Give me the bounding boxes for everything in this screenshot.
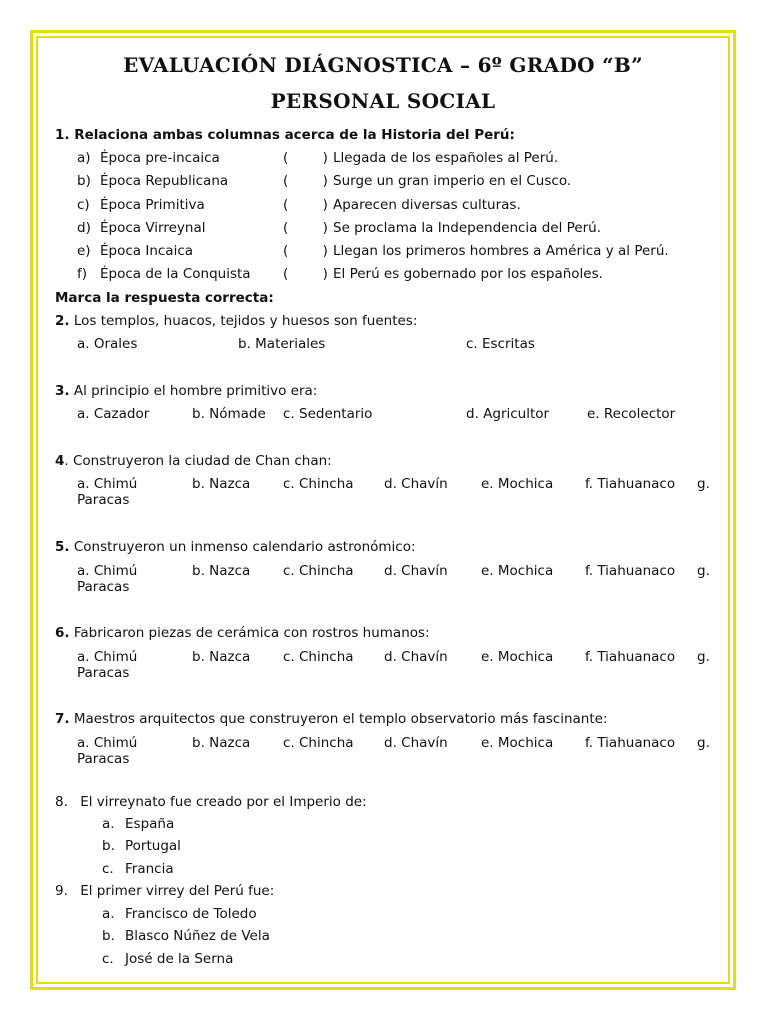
row-letter: f) (77, 266, 88, 282)
question-7-text: Maestros arquitectos que construyeron el templo observatorio más fascinante: (73, 711, 608, 727)
question-2 (55, 313, 417, 329)
row-letter: a) (77, 150, 91, 166)
answer-blank[interactable]: ( ) (283, 266, 328, 282)
option[interactable]: a. Chimú (77, 649, 138, 665)
option[interactable]: a. Cazador (77, 406, 150, 422)
question-9-text: El primer virrey del Perú fue: (80, 883, 275, 899)
answer-blank[interactable]: ( ) (283, 243, 328, 259)
option-wrap[interactable]: Paracas (77, 579, 130, 595)
question-3 (55, 383, 317, 399)
question-6-number: 6. (55, 625, 70, 641)
option-text: Francisco de Toledo (125, 906, 257, 922)
option[interactable]: b. Nazca (192, 563, 251, 579)
option[interactable]: c. Chincha (283, 735, 354, 751)
option-text: Blasco Núñez de Vela (125, 928, 270, 944)
row-right-item: Aparecen diversas culturas. (333, 197, 521, 213)
question-4 (55, 453, 332, 469)
row-letter: b) (77, 173, 91, 189)
row-right-item: Surge un gran imperio en el Cusco. (333, 173, 572, 189)
question-6-text: Fabricaron piezas de cerámica con rostros humanos: (73, 625, 430, 641)
question-2-text: Los templos, huacos, tejidos y huesos son fuentes: (73, 313, 418, 329)
document-title: EVALUACIÓN DIÁGNOSTICA – 6º GRADO “B” (123, 53, 643, 77)
option-letter: c. (102, 861, 114, 877)
question-5-text: Construyeron un inmenso calendario astronómico: (73, 539, 416, 555)
option-text: Portugal (125, 838, 181, 854)
option[interactable]: c. Escritas (466, 336, 535, 352)
row-left-item: Época de la Conquista (100, 266, 251, 282)
option-letter: c. (102, 951, 114, 967)
option[interactable]: c. Sedentario (283, 406, 373, 422)
answer-blank[interactable]: ( ) (283, 173, 328, 189)
document-subtitle: PERSONAL SOCIAL (270, 89, 496, 113)
question-8-number: 8. (55, 794, 68, 810)
row-right-item: Llegada de los españoles al Perú. (333, 150, 559, 166)
row-right-item: Se proclama la Independencia del Perú. (333, 220, 602, 236)
option[interactable]: a. Chimú (77, 563, 138, 579)
question-4-number: 4 (55, 453, 65, 469)
option[interactable]: f. Tiahuanaco (585, 735, 676, 751)
question-3-number: 3. (55, 383, 70, 399)
option-text: José de la Serna (125, 951, 234, 967)
answer-blank[interactable]: ( ) (283, 220, 328, 236)
question-1-text: Relaciona ambas columnas acerca de la Historia del Perú: (74, 127, 515, 143)
option[interactable]: g. (697, 649, 710, 665)
question-1 (55, 127, 515, 143)
question-1-number: 1. (55, 127, 70, 143)
option-text: Francia (125, 861, 174, 877)
option[interactable]: e. Mochica (481, 649, 554, 665)
option[interactable]: c. Chincha (283, 563, 354, 579)
row-left-item: Época Incaica (100, 243, 194, 259)
option[interactable]: b. Nazca (192, 476, 251, 492)
option[interactable]: e. Mochica (481, 563, 554, 579)
option-letter: b. (102, 838, 115, 854)
option[interactable]: b. Nazca (192, 735, 251, 751)
option[interactable]: a. Orales (77, 336, 138, 352)
section-instruction: Marca la respuesta correcta: (55, 290, 274, 306)
option[interactable]: f. Tiahuanaco (585, 476, 676, 492)
option[interactable]: e. Mochica (481, 735, 554, 751)
question-5-number: 5. (55, 539, 70, 555)
question-9 (55, 883, 274, 899)
row-left-item: Época Primitiva (100, 197, 205, 213)
row-left-item: Época Republicana (100, 173, 229, 189)
option[interactable]: b. Nómade (192, 406, 266, 422)
option[interactable]: g. (697, 563, 710, 579)
question-7-number: 7. (55, 711, 70, 727)
option[interactable]: d. Agricultor (466, 406, 550, 422)
option[interactable]: d. Chavín (384, 476, 448, 492)
option-letter: a. (102, 906, 115, 922)
question-2-number: 2. (55, 313, 70, 329)
question-5 (55, 539, 416, 555)
option-text: España (125, 816, 175, 832)
row-left-item: Época pre-incaica (100, 150, 220, 166)
row-left-item: Época Virreynal (100, 220, 206, 236)
option[interactable]: c. Chincha (283, 476, 354, 492)
question-8-text: El virreynato fue creado por el Imperio de: (80, 794, 367, 810)
option[interactable]: e. Mochica (481, 476, 554, 492)
option[interactable]: e. Recolector (587, 406, 676, 422)
option[interactable]: d. Chavín (384, 735, 448, 751)
question-4-text: . Construyeron la ciudad de Chan chan: (64, 453, 332, 469)
option[interactable]: d. Chavín (384, 563, 448, 579)
option[interactable]: b. Materiales (238, 336, 326, 352)
question-8 (55, 794, 367, 810)
question-9-number: 9. (55, 883, 68, 899)
option[interactable]: f. Tiahuanaco (585, 649, 676, 665)
option[interactable]: d. Chavín (384, 649, 448, 665)
row-right-item: El Perú es gobernado por los españoles. (333, 266, 603, 282)
option-wrap[interactable]: Paracas (77, 492, 130, 508)
question-7 (55, 711, 608, 727)
row-letter: c) (77, 197, 90, 213)
option-letter: a. (102, 816, 115, 832)
option[interactable]: c. Chincha (283, 649, 354, 665)
answer-blank[interactable]: ( ) (283, 197, 328, 213)
question-6 (55, 625, 430, 641)
row-letter: d) (77, 220, 91, 236)
option-wrap[interactable]: Paracas (77, 665, 130, 681)
row-right-item: Llegan los primeros hombres a América y al Perú. (333, 243, 669, 259)
option[interactable]: g. (697, 476, 710, 492)
option-letter: b. (102, 928, 115, 944)
row-letter: e) (77, 243, 91, 259)
answer-blank[interactable]: ( ) (283, 150, 328, 166)
option[interactable]: f. Tiahuanaco (585, 563, 676, 579)
option-wrap[interactable]: Paracas (77, 751, 130, 767)
option[interactable]: b. Nazca (192, 649, 251, 665)
option[interactable]: a. Chimú (77, 476, 138, 492)
question-3-text: Al principio el hombre primitivo era: (73, 383, 318, 399)
option[interactable]: g. (697, 735, 710, 751)
option[interactable]: a. Chimú (77, 735, 138, 751)
